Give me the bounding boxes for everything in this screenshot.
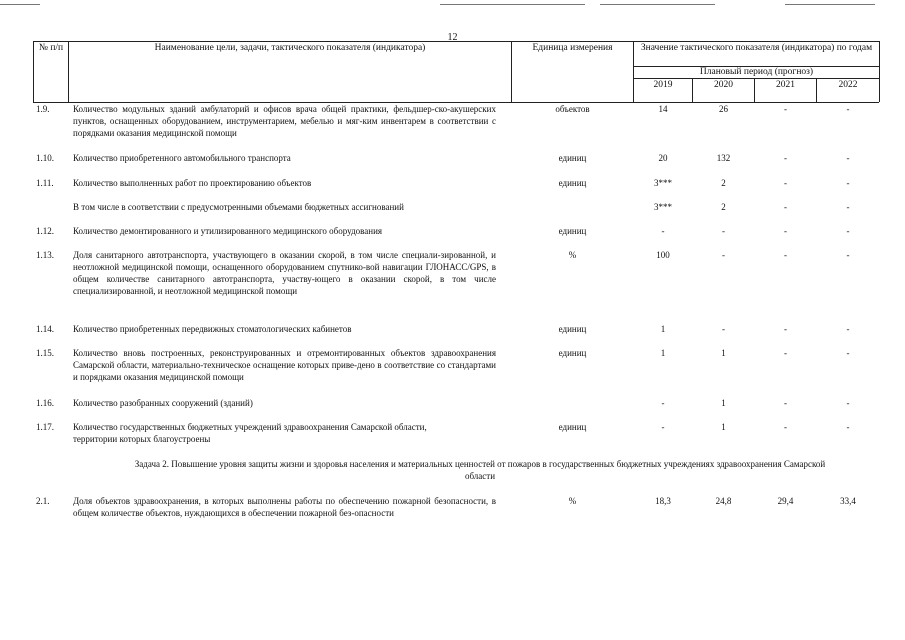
header-plan-period: Плановый период (прогноз) [699,67,814,77]
value-2021: - [784,348,787,358]
scan-artifact [600,4,715,5]
value-2020: 26 [719,104,728,114]
row-number: 1.12. [36,226,54,236]
header-year-2022: 2022 [838,80,858,90]
value-2021: - [784,250,787,260]
row-unit: единиц [558,153,587,163]
row-number: 1.15. [36,348,54,358]
value-2019: 1 [660,324,666,334]
row-number: 1.10. [36,153,54,163]
row-number: 2.1. [36,496,50,506]
value-2020: - [722,226,725,236]
value-2019: 3*** [654,202,672,212]
row-number: 1.17. [36,422,54,432]
value-2019: - [661,226,665,236]
row-unit: объектов [555,104,590,114]
value-2020: - [722,250,725,260]
value-2022: - [846,226,850,236]
row-number: 1.11. [36,178,54,188]
value-2022: - [846,398,850,408]
value-2019: 14 [658,104,668,114]
row-name: Количество государственных бюджетных учреждений здравоохранения Самарской области, территории которых благоустроены [73,422,427,444]
value-2019: 1 [660,348,666,358]
value-2019: - [661,422,665,432]
row-unit: единиц [558,226,587,236]
value-2021: - [784,422,787,432]
value-2022: - [846,153,850,163]
row-number: 1.9. [36,104,50,114]
row-name: Количество приобретенных передвижных стоматологических кабинетов [73,324,352,334]
value-2020: 1 [721,348,726,358]
header-col-unit: Единица измерения [532,43,613,53]
value-2019: 3*** [654,178,672,188]
row-name: Количество разобранных сооружений (зданий) [73,398,253,408]
row-number: 1.13. [36,250,54,260]
value-2020: 132 [716,153,731,163]
value-2022: - [846,202,850,212]
value-2022: - [846,324,850,334]
header-col-num: № п/п [38,43,64,53]
value-2021: - [784,324,787,334]
value-2021: - [784,202,787,212]
value-2020: 1 [721,398,726,408]
row-name: Количество модульных зданий амбулаторий и офисов врача общей практики, фельдшер-ско-акушерских пунктов, оснащенных оборудованием, инструментарием, мебелью и мяг-ким инвентарем в соответствии с порядками оказания медицинской помощи [73,104,496,138]
value-2022: - [846,348,850,358]
value-2022: - [846,250,850,260]
header-col-value: Значение тактического показателя (индикатора) по годам [640,43,873,53]
value-2019: 20 [658,153,668,163]
row-name: Доля санитарного автотранспорта, участвующего в оказании скорой, в том числе специали-зированной, и неотложной медицинской помощи, оснащенного оборудованием спутнико-вой навигации ГЛОНАСС/GPS, в общем количестве санитарного автотранспорта, участву-ющего в оказании скорой, в том числе специализированной, и неотложной медицинской помощи [73,250,496,296]
row-name: Доля объектов здравоохранения, в которых выполнены работы по обеспечению пожарной безопасности, в общем количестве объектов, нуждающихся в обеспечении пожарной без-опасности [73,496,496,518]
value-2021: - [784,153,787,163]
value-2021: - [784,104,787,114]
value-2022: - [846,104,850,114]
row-unit: единиц [558,324,587,334]
scan-artifact [440,4,585,5]
value-2019: 18,3 [655,496,671,506]
row-name: Количество выполненных работ по проектированию объектов [73,178,312,188]
scan-artifact [0,4,40,5]
value-2020: 24,8 [715,496,732,506]
scan-artifact [785,4,875,5]
row-name: Количество приобретенного автомобильного транспорта [73,153,291,163]
row-number: 1.16. [36,398,54,408]
page-number: 12 [447,32,458,43]
value-2020: - [722,324,725,334]
value-2022: - [846,422,850,432]
row-unit: % [568,496,577,506]
row-unit: единиц [558,422,587,432]
value-2020: 1 [721,422,726,432]
header-col-name: Наименование цели, задачи, тактического показателя (индикатора) [154,43,426,53]
header-year-2020: 2020 [714,80,733,90]
value-2019: 100 [656,250,670,260]
row-name: Количество вновь построенных, реконструированных и отремонтированных объектов здравоохранения Самарской области, материально-техническое оснащение которых приве-дено в соответствие со стандартами и порядками оказания медицинской помощи [73,348,496,382]
row-unit: единиц [558,348,587,358]
value-2019: - [661,398,665,408]
value-2021: - [784,178,787,188]
value-2021: - [784,398,787,408]
row-unit: единиц [558,178,587,188]
value-2021: - [784,226,787,236]
header-year-2021: 2021 [776,80,795,90]
value-2020: 2 [721,178,726,188]
row-unit: % [568,250,577,260]
row-name: В том числе в соответствии с предусмотренными объемами бюджетных ассигнований [73,202,404,212]
value-2021: 29,4 [777,496,794,506]
value-2022: 33,4 [840,496,856,506]
task-heading: Задача 2. Повышение уровня защиты жизни и здоровья населения и материальных ценностей от пожаров в государственных бюджетных учреждениях здравоохранения Самарской области [134,459,826,481]
row-name: Количество демонтированного и утилизированного медицинского оборудования [73,226,383,236]
value-2020: 2 [721,202,726,212]
header-year-2019: 2019 [653,80,673,90]
value-2022: - [846,178,850,188]
row-number: 1.14. [36,324,54,334]
